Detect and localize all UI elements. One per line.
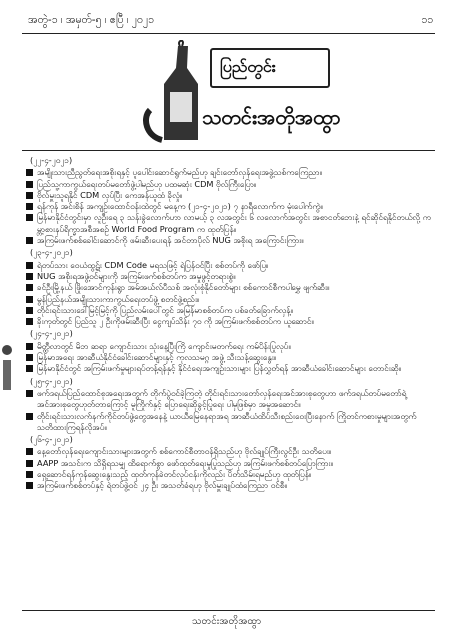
news-item: အကြမ်းဖက်စစ်ခေါင်းဆောင်ကို ဖမ်းဆီးပေးရန် အင်တာပိုလ် NUG အစိုးရ အကြောင်းကြား။ [26, 235, 433, 246]
bullet-icon [26, 307, 33, 314]
bullet-icon [26, 318, 33, 325]
bullet-icon [26, 284, 33, 291]
side-ornament-icon [0, 340, 14, 400]
header-divider [22, 33, 435, 34]
bullet-icon [26, 296, 33, 303]
news-item: AAPP အသင်းက သိရှိရသမျှ ထိရောက်စွာ ဖော်ထုတ်ရေးမှုပြုသည်ဟု အကြမ်းဖက်စစ်တပ်ပြောကြား။ [26, 458, 433, 469]
section-date: (၂၆-၄-၂၀၂၁) [30, 434, 73, 445]
footer-divider [22, 610, 435, 611]
news-item: မိတ္ထီလာတွင် မိဘ ဆရာ ကျောင်းသား သုံးနေ့ပြီးကြိ ကျောင်းမတက်ရေး ကမ်ပိန်းပြုလုပ်။ [26, 341, 433, 352]
bullet-icon [26, 482, 33, 489]
banner-subtitle: သတင်းအတိုအထွာ [202, 105, 341, 129]
bullet-icon [26, 169, 33, 176]
bullet-icon [26, 214, 33, 221]
banner-divider [22, 150, 435, 151]
page-footer: သတင်းအတိုအထွာ [191, 616, 262, 627]
news-item: ရှေ့ဆောင်ရန်ကုန်ဆွေးနွေးသည့် ထုတ်ကုန်ခဲတင်လုပ်ငန်းကိုလည်း ပိတ်သိမ်းရမည်ဟု ထုတ်ပြန်။ [26, 469, 433, 480]
issue-info: အတွဲ-၁ ၊ အမှတ်-၅ ၊ ဧပြီ ၊ ၂၀၂၁ [28, 14, 154, 26]
page-header [28, 14, 433, 32]
news-item: အကြမ်းဖက်စစ်တပ်နှင့် ရဲတပ်ဖွဲ့ဝင် ၂၄ ဦး အသတ်ခံရဟု ဗိုလ်မှူးချုပ်ထံကြေညာ ဝင်စီ။ [26, 480, 433, 491]
news-item: မြန်မာနိုင်ငံတွင် အကြမ်းဖက်မှုများရပ်တန့်ရန်နှင့် နိုင်ငံရေးအကျဉ်းသားများ ပြန်လွှတ်ရန် အာဆီယံခေါင်းဆောင်များ တောင်းဆို။ [26, 363, 433, 374]
news-item: အမျိုးသားညီညွတ်ရေးအစိုးရနှင့် ပူပေါင်းဆောင်ရွက်မည်ဟု ချင်းတော်လှန်ရေးအဖွဲ့သစ်ကကြေညာ။ [26, 167, 433, 178]
bullet-icon [26, 471, 33, 478]
news-list [26, 154, 433, 492]
news-item: မွန်ပြည်နယ်အမျိုးသားကာကွယ်ရေးတပ်ဖွဲ့ စတင်ဖွဲ့စည်း။ [26, 294, 433, 305]
news-item: နေ့တော်လှန်ရေးကျောင်းသားများအတွက် စစ်ကောင်စီတာဝန်ရှိသည်ဟု ဗိုလ်ချုပ်ကြီးလွင်ဦး သတိပေး။ [26, 446, 433, 457]
bullet-icon [26, 262, 33, 269]
news-item: NUG အစိုးရအဖွဲ့ဝင်များကို အကြမ်းဖက်စစ်တပ်က အမှုဖွင့်တရားစွဲ။ [26, 271, 433, 282]
news-item: ဗိုလ်မှူးသူရနိုင် CDM လုပ်ပြီး ကေအန်ယူထံ ခိုလှုံ။ [26, 190, 433, 201]
bullet-icon [26, 181, 33, 188]
page-number: ၁၁ [421, 14, 433, 26]
bullet-icon [26, 365, 33, 372]
bullet-icon [26, 192, 33, 199]
section-date: (၂၄-၄-၂၀၂၁) [30, 328, 73, 339]
banner-title: ပြည်တွင်း [220, 57, 276, 76]
news-item: ပြည်သူ့ကာကွယ်ရေးတပ်မတော်ဖွဲ့ပါမည်ဟု ပထမဆုံး CDM ဗိုလ်ကြီးပြော။ [26, 179, 433, 190]
news-item: တိုင်းရင်းသားဒေါ်မြင့်မြင့်ကို ပြည်လမ်းပေါ်တွင် အမြန်မာစစ်တပ်က ပစ်ခတ်ခြောက်လှန့်။ [26, 305, 433, 316]
molotov-bottle-icon [140, 40, 210, 148]
section-date: (၂၂-၄-၂၀၂၁) [30, 155, 73, 165]
bullet-icon [26, 413, 33, 420]
section-date: (၂၃-၄-၂၀၂၁) [30, 247, 73, 258]
bullet-icon [26, 354, 33, 361]
news-item: တိုင်းရင်းသားလက်နက်ကိုင်တပ်ဖွဲ့တွေအနေနဲ့ ယာယီမြေနေရာအရ အာဆီယံထိပ်သီးစည်းဝေးပြီးနောက် ကြိုတင်ကစားမှုများအတွက် သတိထားကြရန်လိုအပ်။ [26, 411, 433, 434]
bullet-icon [26, 203, 33, 210]
news-item: ခင်ဦးမြို့နယ် ဖြိုးအောင်ကုန်းရွာ အမ်အယ်လ်ပီသစ် အလုံးစုံနိုင်တော်များ စစ်ကောင်စီကပါမွှေ ဖျက်ဆီး။ [26, 282, 433, 293]
news-item: ရဲတပ်သား ဝေယံထွဋ်း CDM Code မရသဖြင့် ရဲပြန်ဝင်ပြီး စစ်တပ်ကို ဖော်ပြ။ [26, 260, 433, 271]
news-item: ရန်ကုန် အင်းစိန် အကျဉ်းထောင်ဝန်းထဲတွင် မနေ့က (၂၁-၄-၂၀၂၁) ၇ နာရီလောက်က မုံးပေါက်ကွဲ။ [26, 201, 433, 212]
news-item: မြန်မာအရေး အာဆီယံနိုင်ငံခေါင်းဆောင်များနှင့် ကုလသမဂ္ဂ အဖွဲ့ သီးသန့်ဆွေးနွေး။ [26, 352, 433, 363]
section-date: (၂၅-၄-၂၀၂၁) [30, 375, 73, 386]
section-banner [140, 40, 341, 148]
news-item: ဖက်ဒရယ်ပြည်ထောင်စုအရေးအတွက် တိုက်ပွဲဝင်ခဲ့ကြတဲ့ တိုင်းရင်းသားတော်လှန်ရေးအင်အားစုတွေဟာ ဖက်ဒရယ်တပ်မတော်ရဲ့ အင်အားစုတွေဟုတ်တာကြောင့် မူကြိုက်နှင့် ပြောရေးဆိုခွင့်ပြုရေး ပါမှဖြစ်မှာ အမှုအဆောင်။ [26, 388, 433, 411]
bullet-icon [26, 460, 33, 467]
news-item: မြန်မာနိုင်ငံတွင်းမှာ လူဦးရေ ၃ သန်းခွဲလောက်ဟာ လာမယ့် ၃ လအတွင်း ၆ လလောက်အတွင်း အစာငတ်ဘေးနဲ့ ရင်ဆိုင်ရနိုင်တယ်လို့ ကမ္ဘာ့စားနပ်ရိက္ခာအစီအစဉ် World Food Program က ထုတ်ပြန်။ [26, 212, 433, 235]
bullet-icon [26, 343, 33, 350]
news-item: ခိုးကုတ်တွင် ပြည်သူ ၂ ဦးကိုဖမ်းဆီးပြီး ငွေကျပ်သိန်း ၇၀ ကို အကြမ်းဖက်စစ်တပ်က ယူဆောင်။ [26, 316, 433, 327]
bullet-icon [26, 448, 33, 455]
bullet-icon [26, 273, 33, 280]
bullet-icon [26, 390, 33, 397]
bullet-icon [26, 237, 33, 244]
